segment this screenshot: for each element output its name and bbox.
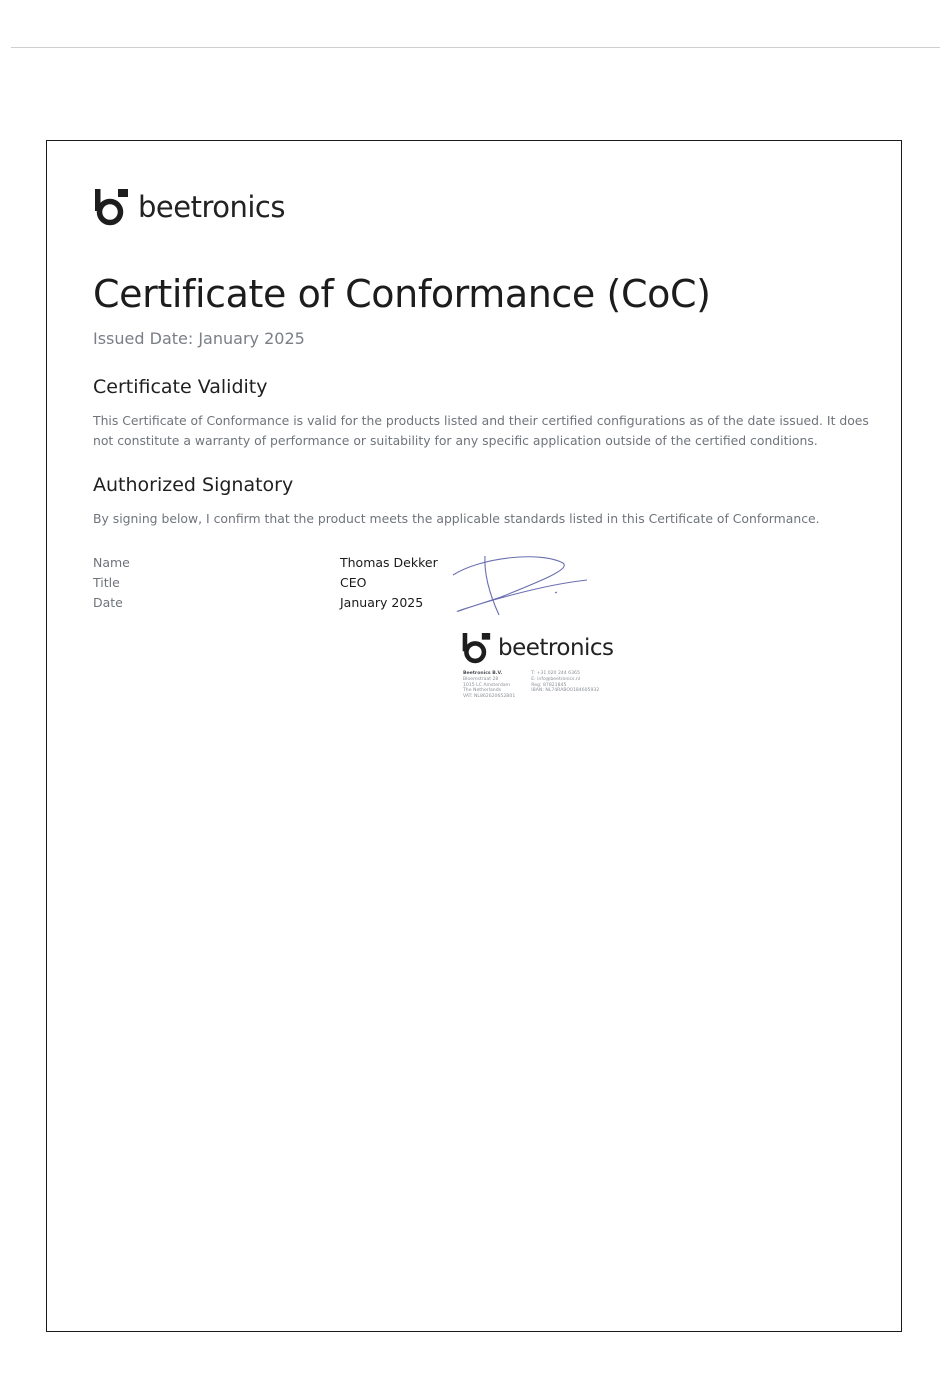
stamp-wordmark: beetronics: [498, 635, 614, 661]
issued-date: Issued Date: January 2025: [93, 329, 305, 348]
signatory-heading: Authorized Signatory: [93, 474, 294, 496]
stamp-company: Beetronics B.V.: [463, 671, 503, 676]
stamp-details: [463, 671, 599, 700]
stamp-iban: IBAN: NL74RABO0184605932: [531, 688, 600, 694]
stamp-phone: T: +31 020 244 6365: [531, 671, 580, 676]
beetronics-b-mark-icon: [93, 188, 129, 226]
stamp-street: Bloemstraat 28: [463, 676, 499, 682]
title-value: CEO: [340, 575, 367, 590]
stamp-email: E: info@beetronics.nl: [531, 676, 581, 682]
name-label: Name: [93, 555, 130, 570]
date-label: Date: [93, 595, 123, 610]
title-label: Title: [93, 575, 120, 590]
brand-wordmark: beetronics: [138, 190, 285, 224]
handwritten-signature: [451, 553, 591, 619]
brand-logo: [93, 187, 285, 227]
top-divider: [11, 47, 940, 48]
company-stamp: [461, 631, 631, 706]
stamp-contact: [531, 671, 599, 700]
validity-heading: Certificate Validity: [93, 376, 268, 398]
page-title: Certificate of Conformance (CoC): [93, 272, 711, 316]
stamp-country: The Netherlands: [463, 688, 502, 694]
stamp-reg: Reg: 87821845: [531, 682, 567, 688]
name-value: Thomas Dekker: [340, 555, 438, 570]
validity-text: This Certificate of Conformance is valid for the products listed and their certified configurations as of the date issued. It does not constitute a warranty of performance or suitability for any specific application outside of the certified conditions.: [93, 413, 869, 448]
date-value: January 2025: [340, 595, 424, 610]
stamp-address: [463, 671, 515, 700]
certificate-page: [46, 140, 902, 1332]
stamp-logo: [461, 631, 614, 665]
beetronics-b-mark-icon: [461, 632, 491, 664]
stamp-vat: VAT: NL862620652B01: [463, 694, 516, 700]
signatory-text: By signing below, I confirm that the product meets the applicable standards listed in this Certificate of Conformance.: [93, 511, 820, 526]
stamp-city: 1015 LC Amsterdam: [463, 682, 511, 688]
